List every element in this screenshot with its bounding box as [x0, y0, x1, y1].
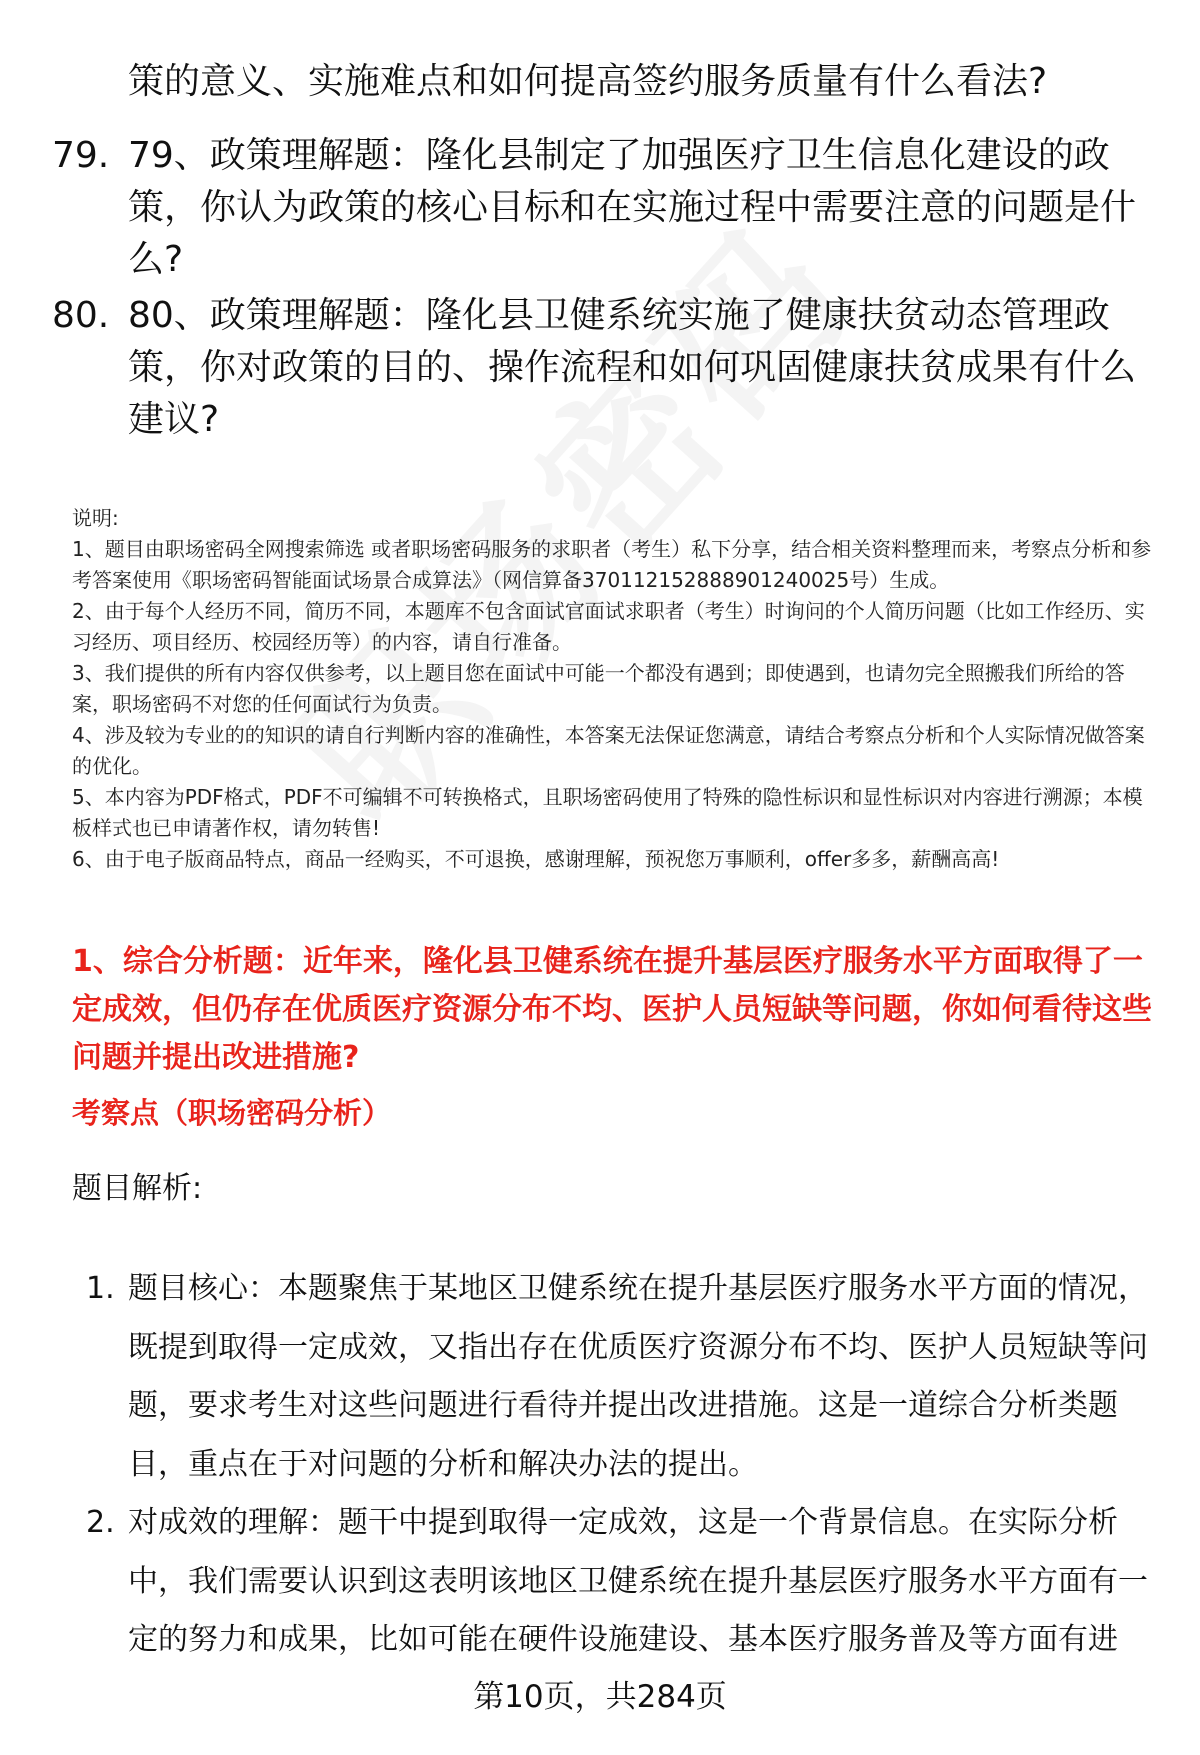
note-item: 5、本内容为PDF格式，PDF不可编辑不可转换格式，且职场密码使用了特殊的隐性标识和显性标识对内容进行溯源；本模板样式也已申请著作权，请勿转售!: [72, 785, 1143, 840]
note-item: 4、涉及较为专业的的知识的请自行判断内容的准确性，本答案无法保证您满意，请结合考察点分析和个人实际情况做答案的优化。: [72, 723, 1145, 778]
list-item-text: 对成效的理解：题干中提到取得一定成效，这是一个背景信息。在实际分析中，我们需要认识到这表明该地区卫健系统在提升基层医疗服务水平方面有一定的努力和成果，比如可能在硬件设施建设、基本医疗服务普及等方面有进: [128, 1505, 1148, 1657]
note-item: 1、题目由职场密码全网搜索筛选 或者职场密码服务的求职者（考生）私下分享，结合相关资料整理而来，考察点分析和参考答案使用《职场密码智能面试场景合成算法》（网信算备370112152888901240025号）生成。: [72, 537, 1152, 592]
note-item: 2、由于每个人经历不同，简历不同，本题库不包含面试官面试求职者（考生）时询问的个人简历问题（比如工作经历、实习经历、项目经历、校园经历等）的内容，请自行准备。: [72, 599, 1145, 654]
question-text: 80、政策理解题：隆化县卫健系统实施了健康扶贫动态管理政策，你对政策的目的、操作流程和如何巩固健康扶贫成果有什么建议?: [128, 295, 1137, 440]
section-label: 题目解析:: [72, 1171, 203, 1206]
list-item-number: 2.: [86, 1505, 115, 1540]
question-number: 79.: [52, 135, 110, 176]
page-footer: 第10页，共284页: [473, 1679, 727, 1715]
question-number: 80.: [52, 295, 110, 336]
analysis-subtitle: 考察点（职场密码分析）: [72, 1096, 392, 1130]
question-text: 79、政策理解题：隆化县制定了加强医疗卫生信息化建设的政策，你认为政策的核心目标和在实施过程中需要注意的问题是什么?: [128, 135, 1137, 280]
notes-block: [72, 503, 1162, 875]
list-item-text: 题目核心：本题聚焦于某地区卫健系统在提升基层医疗服务水平方面的情况，既提到取得一定成效，又指出存在优质医疗资源分布不均、医护人员短缺等问题，要求考生对这些问题进行看待并提出改进措施。这是一道综合分析类题目，重点在于对问题的分析和解决办法的提出。: [128, 1271, 1148, 1482]
note-item: 3、我们提供的所有内容仅供参考，以上题目您在面试中可能一个都没有遇到；即使遇到，也请勿完全照搬我们所给的答案，职场密码不对您的任何面试行为负责。: [72, 661, 1125, 716]
question-title: 1、综合分析题：近年来，隆化县卫健系统在提升基层医疗服务水平方面取得了一定成效，但仍存在优质医疗资源分布不均、医护人员短缺等问题，你如何看待这些问题并提出改进措施?: [72, 944, 1152, 1075]
notes-heading: 说明:: [72, 506, 119, 530]
list-item-number: 1.: [86, 1271, 115, 1306]
previous-question-continuation: 策的意义、实施难点和如何提高签约服务质量有什么看法?: [128, 61, 1048, 102]
note-item: 6、由于电子版商品特点，商品一经购买，不可退换，感谢理解，预祝您万事顺利，offer多多，薪酬高高!: [72, 847, 1000, 871]
